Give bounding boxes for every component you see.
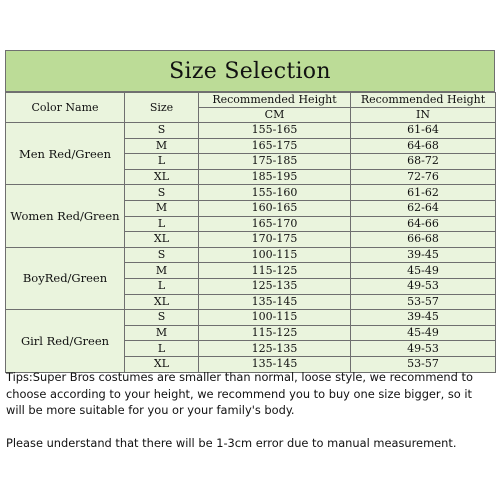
size-cell: L bbox=[125, 216, 199, 232]
size-cell: L bbox=[125, 341, 199, 357]
table-row bbox=[6, 310, 496, 326]
notes bbox=[6, 369, 494, 451]
height-cm-cell: 115-125 bbox=[199, 325, 351, 341]
height-cm-cell: 100-115 bbox=[199, 310, 351, 326]
size-cell: XL bbox=[125, 232, 199, 248]
size-cell: S bbox=[125, 310, 199, 326]
height-cm-cell: 185-195 bbox=[199, 169, 351, 185]
height-cm-cell: 155-165 bbox=[199, 123, 351, 139]
height-in-cell: 62-64 bbox=[351, 200, 496, 216]
size-cell: M bbox=[125, 263, 199, 279]
height-in-cell: 39-45 bbox=[351, 247, 496, 263]
size-table bbox=[5, 92, 496, 373]
header-size: Size bbox=[125, 93, 199, 123]
height-cm-cell: 155-160 bbox=[199, 185, 351, 201]
height-in-cell: 49-53 bbox=[351, 278, 496, 294]
height-in-cell: 53-57 bbox=[351, 294, 496, 310]
size-cell: XL bbox=[125, 294, 199, 310]
height-in-cell: 72-76 bbox=[351, 169, 496, 185]
height-cm-cell: 125-135 bbox=[199, 341, 351, 357]
height-cm-cell: 115-125 bbox=[199, 263, 351, 279]
height-in-cell: 64-66 bbox=[351, 216, 496, 232]
header-unit-cm: CM bbox=[199, 108, 351, 123]
size-cell: M bbox=[125, 138, 199, 154]
height-cm-cell: 165-175 bbox=[199, 138, 351, 154]
size-cell: M bbox=[125, 325, 199, 341]
size-cell: M bbox=[125, 200, 199, 216]
height-in-cell: 64-68 bbox=[351, 138, 496, 154]
height-in-cell: 49-53 bbox=[351, 341, 496, 357]
height-in-cell: 53-57 bbox=[351, 356, 496, 372]
height-cm-cell: 165-170 bbox=[199, 216, 351, 232]
header-color-name: Color Name bbox=[6, 93, 125, 123]
color-name-cell: Women Red/Green bbox=[6, 185, 125, 247]
table-row bbox=[6, 185, 496, 201]
header-recommended-height-in: Recommended Height bbox=[351, 93, 496, 108]
height-in-cell: 68-72 bbox=[351, 154, 496, 170]
size-cell: S bbox=[125, 123, 199, 139]
table-row bbox=[6, 247, 496, 263]
chart-title: Size Selection bbox=[5, 50, 495, 92]
height-cm-cell: 100-115 bbox=[199, 247, 351, 263]
height-cm-cell: 160-165 bbox=[199, 200, 351, 216]
table-row bbox=[6, 123, 496, 139]
size-cell: XL bbox=[125, 356, 199, 372]
height-cm-cell: 170-175 bbox=[199, 232, 351, 248]
height-cm-cell: 135-145 bbox=[199, 294, 351, 310]
height-in-cell: 45-49 bbox=[351, 325, 496, 341]
height-in-cell: 39-45 bbox=[351, 310, 496, 326]
color-name-cell: Men Red/Green bbox=[6, 123, 125, 185]
size-cell: L bbox=[125, 154, 199, 170]
height-in-cell: 61-64 bbox=[351, 123, 496, 139]
header-recommended-height-cm: Recommended Height bbox=[199, 93, 351, 108]
height-in-cell: 66-68 bbox=[351, 232, 496, 248]
header-row bbox=[6, 93, 496, 108]
height-in-cell: 61-62 bbox=[351, 185, 496, 201]
height-cm-cell: 125-135 bbox=[199, 278, 351, 294]
size-cell: S bbox=[125, 247, 199, 263]
size-table-body bbox=[6, 123, 496, 373]
size-cell: XL bbox=[125, 169, 199, 185]
error-note: Please understand that there will be 1-3cm error due to manual measurement. bbox=[6, 435, 457, 450]
color-name-cell: Girl Red/Green bbox=[6, 310, 125, 372]
height-cm-cell: 175-185 bbox=[199, 154, 351, 170]
size-chart bbox=[5, 50, 495, 373]
height-cm-cell: 135-145 bbox=[199, 356, 351, 372]
height-in-cell: 45-49 bbox=[351, 263, 496, 279]
header-unit-in: IN bbox=[351, 108, 496, 123]
tips-text: Tips:Super Bros costumes are smaller than normal, loose style, we recommend to choose according to your height, we recommend you to buy one size bigger, so it will be more suitable for you or your family's body. bbox=[6, 370, 473, 417]
size-cell: S bbox=[125, 185, 199, 201]
size-cell: L bbox=[125, 278, 199, 294]
color-name-cell: BoyRed/Green bbox=[6, 247, 125, 309]
